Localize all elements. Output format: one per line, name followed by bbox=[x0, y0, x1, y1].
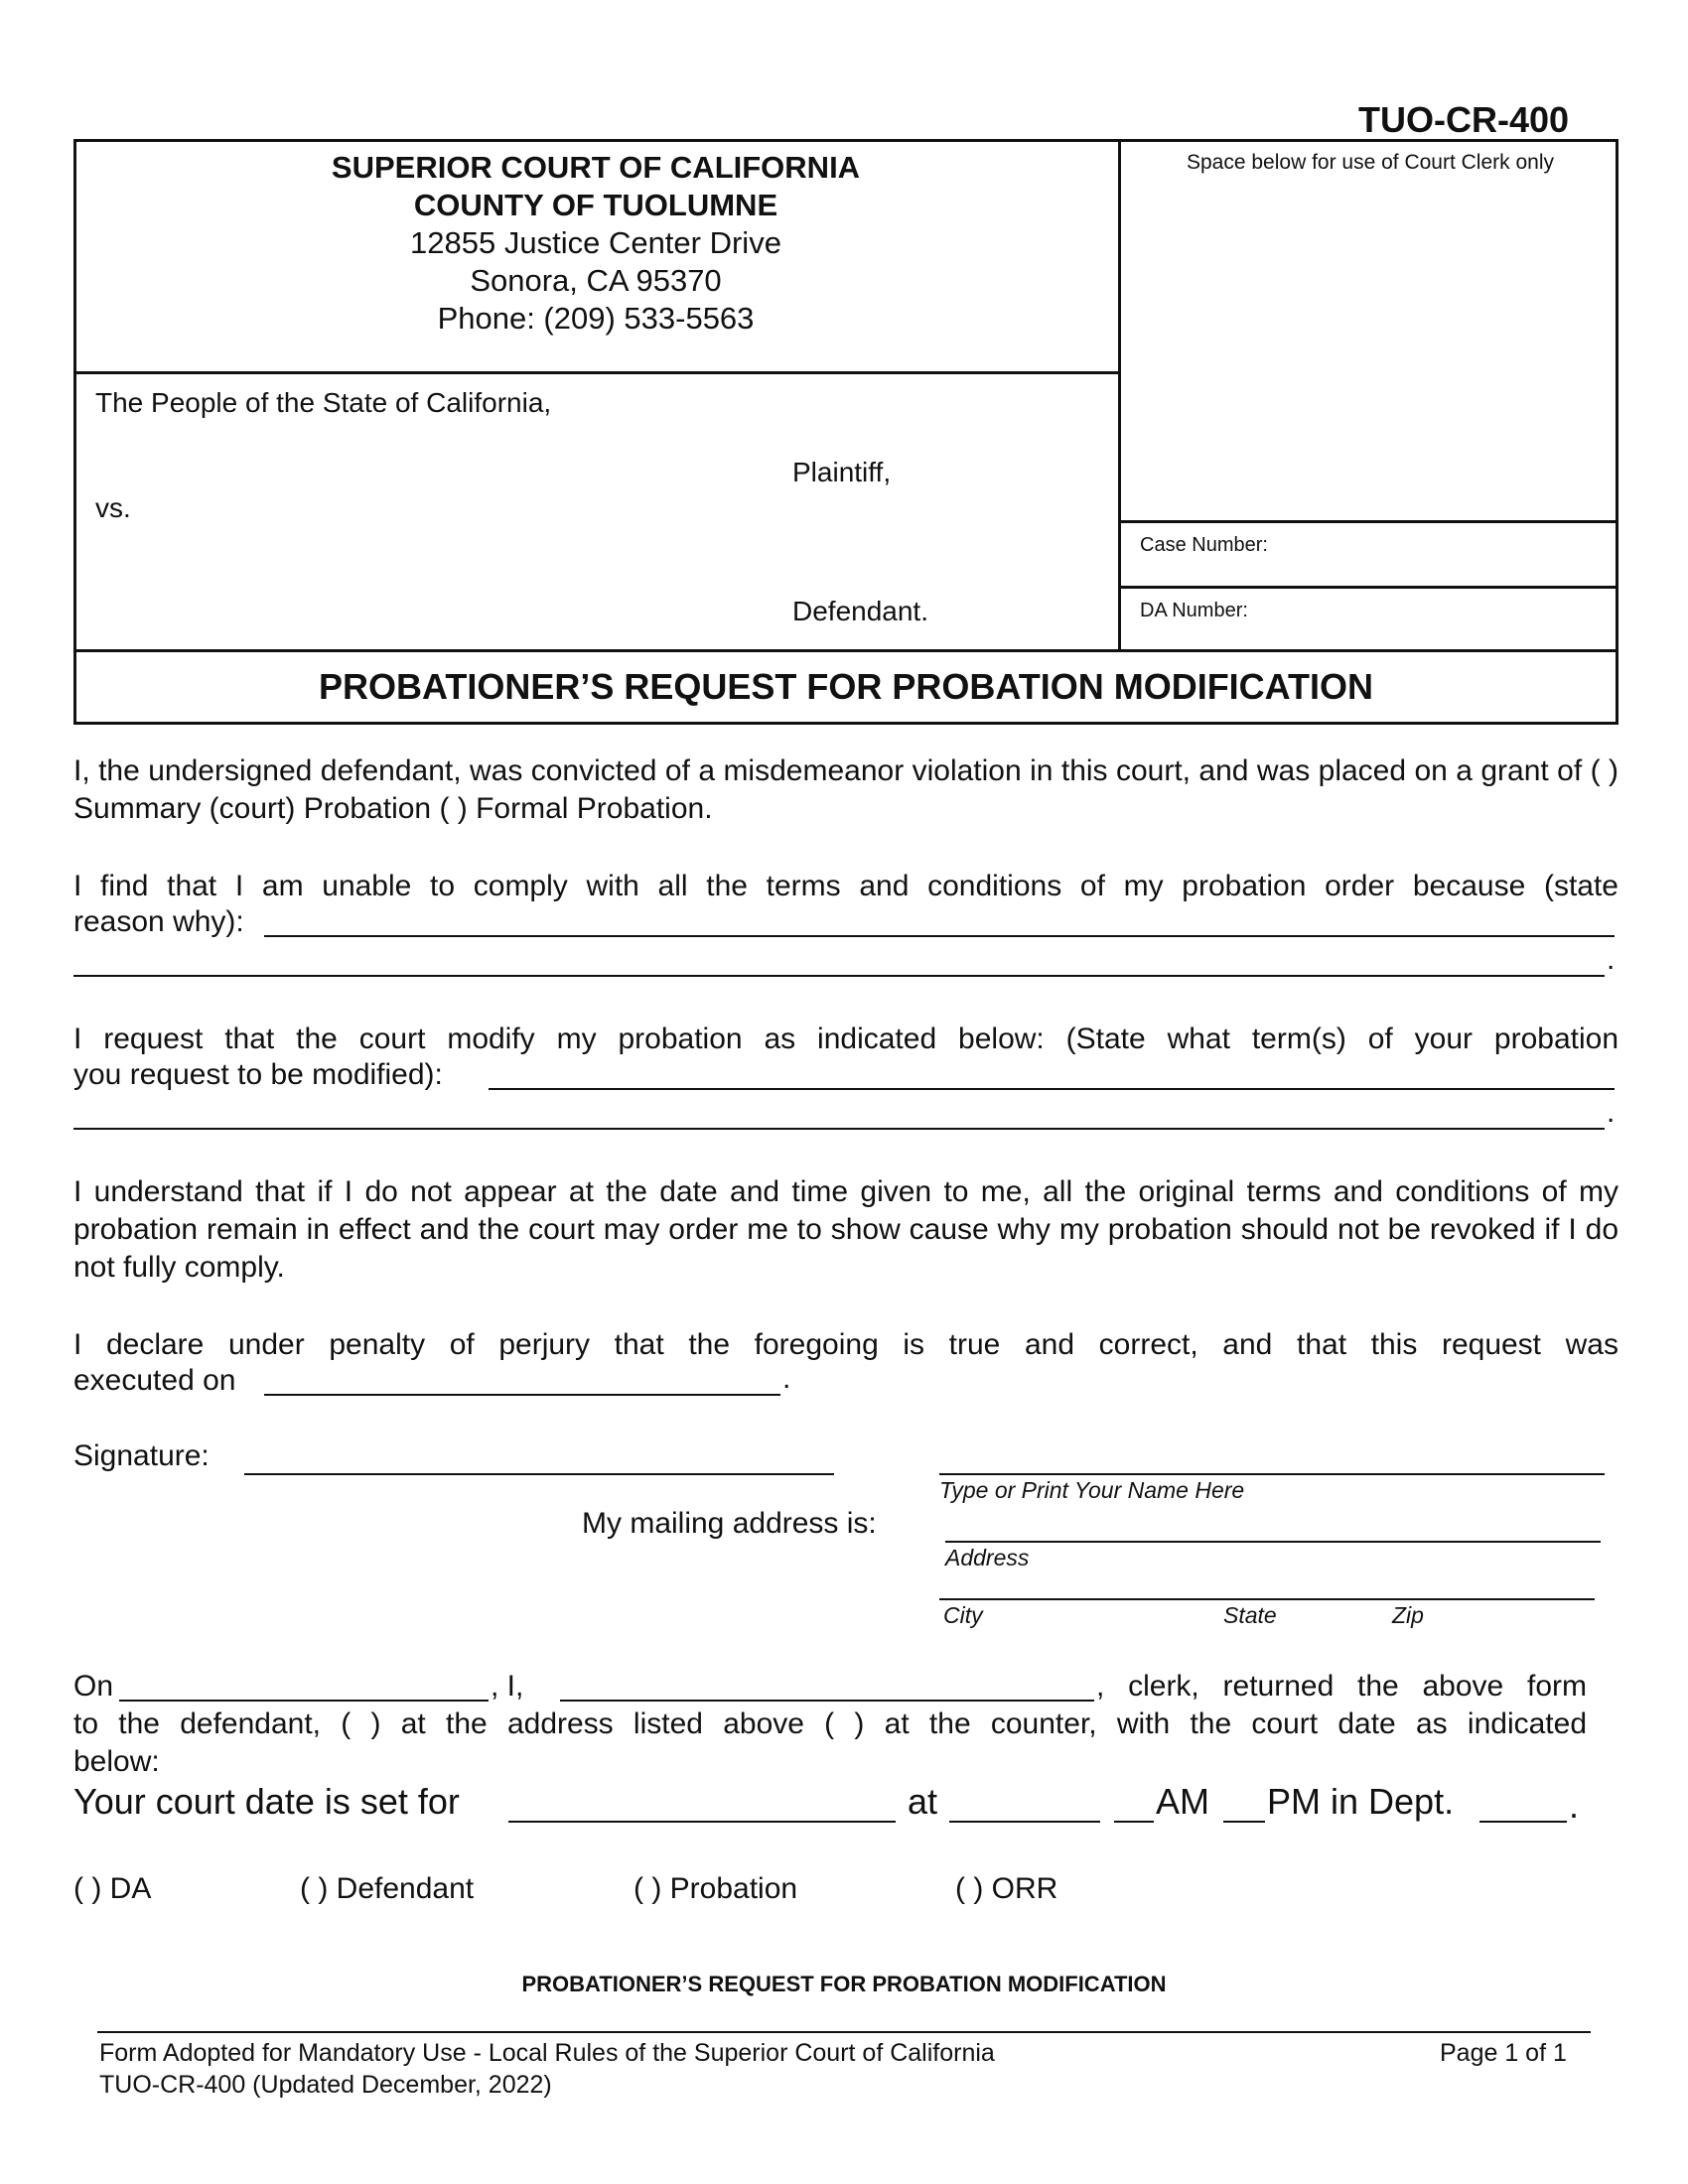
reason-label: reason why): bbox=[73, 905, 244, 938]
dept-field[interactable] bbox=[1479, 1821, 1567, 1823]
address-hint: Address bbox=[945, 1545, 1030, 1570]
printed-name-field[interactable] bbox=[939, 1473, 1605, 1475]
clerk-area-divider bbox=[1118, 520, 1618, 523]
am-label: AM bbox=[1156, 1781, 1209, 1822]
footer-divider bbox=[97, 2031, 1591, 2033]
form-id: TUO-CR-400 bbox=[1358, 99, 1570, 140]
pm-dept-label: PM in Dept. bbox=[1267, 1781, 1455, 1822]
defendant-label: Defendant. bbox=[792, 596, 928, 626]
executed-on-label: executed on bbox=[73, 1364, 236, 1397]
state-hint: State bbox=[1223, 1602, 1277, 1628]
conviction-statement: I, the undersigned defendant, was convicted of a misdemeanor violation in this court, and was placed on a grant of ( ) Summary (court) Probation ( ) Formal Probation. bbox=[73, 754, 1618, 825]
zip-hint: Zip bbox=[1392, 1602, 1424, 1628]
case-number-label: Case Number: bbox=[1140, 534, 1268, 556]
court-name-line2: COUNTY OF TUOLUMNE bbox=[413, 188, 778, 222]
declaration-statement: I declare under penalty of perjury that the foregoing is true and correct, and that this request was bbox=[73, 1328, 1618, 1361]
modified-terms-label: you request to be modified): bbox=[73, 1058, 443, 1091]
footer-title: PROBATIONER’S REQUEST FOR PROBATION MODIFICATION bbox=[521, 1972, 1167, 1996]
people-label: The People of the State of California, bbox=[95, 387, 552, 418]
court-address: 12855 Justice Center Drive bbox=[410, 225, 781, 260]
reason-field-line1[interactable] bbox=[264, 935, 1615, 937]
case-number-divider bbox=[1118, 586, 1618, 589]
executed-date-field[interactable] bbox=[264, 1394, 780, 1396]
vs-label: vs. bbox=[95, 492, 131, 523]
dept-period: . bbox=[1569, 1785, 1580, 1826]
form-title: PROBATIONER’S REQUEST FOR PROBATION MODIFICATION bbox=[319, 666, 1373, 707]
understanding-statement: I understand that if I do not appear at the date and time given to me, all the original terms and conditions of my probation remain in effect and the court may order me to show cause why my probation should not be revoked if I do not fully comply. bbox=[73, 1175, 1618, 1284]
city-state-zip-field[interactable] bbox=[939, 1598, 1595, 1600]
distribution-defendant[interactable]: ( ) Defendant bbox=[300, 1872, 475, 1905]
footer-adopted: Form Adopted for Mandatory Use - Local Rules of the Superior Court of California bbox=[99, 2039, 995, 2067]
distribution-da[interactable]: ( ) DA bbox=[73, 1872, 152, 1905]
signature-field[interactable] bbox=[244, 1473, 834, 1475]
signature-label: Signature: bbox=[73, 1439, 210, 1472]
court-header bbox=[73, 139, 1118, 373]
return-date-field[interactable] bbox=[119, 1700, 489, 1702]
plaintiff-label: Plaintiff, bbox=[792, 457, 892, 487]
unable-to-comply-statement: I find that I am unable to comply with all the terms and conditions of my probation order because (state bbox=[73, 870, 1618, 902]
court-date-field[interactable] bbox=[508, 1821, 896, 1823]
return-method-line: to the defendant, ( ) at the address listed above ( ) at the counter, with the court date as indicated bbox=[73, 1707, 1587, 1740]
modified-terms-field-line2[interactable] bbox=[73, 1128, 1605, 1130]
clerk-returned-label: , clerk, returned the above form bbox=[1096, 1670, 1587, 1703]
distribution-probation[interactable]: ( ) Probation bbox=[633, 1872, 798, 1905]
city-hint: City bbox=[943, 1602, 983, 1628]
below-label: below: bbox=[73, 1745, 160, 1778]
executed-period: . bbox=[782, 1362, 791, 1395]
caption-divider bbox=[1118, 139, 1121, 651]
modification-request-statement: I request that the court modify my probation as indicated below: (State what term(s) of your probation bbox=[73, 1023, 1618, 1055]
clerk-name-field[interactable] bbox=[560, 1700, 1094, 1702]
on-label: On bbox=[73, 1670, 114, 1703]
court-name-line1: SUPERIOR COURT OF CALIFORNIA bbox=[331, 150, 861, 185]
pm-checkbox-line[interactable] bbox=[1223, 1821, 1265, 1823]
da-number-label: DA Number: bbox=[1140, 600, 1248, 621]
court-city: Sonora, CA 95370 bbox=[470, 263, 722, 298]
reason-period: . bbox=[1607, 943, 1616, 976]
i-label: , I, bbox=[491, 1670, 524, 1703]
modified-terms-field-line1[interactable] bbox=[489, 1088, 1615, 1090]
page-number: Page 1 of 1 bbox=[1440, 2039, 1567, 2067]
modified-terms-period: . bbox=[1607, 1096, 1616, 1129]
footer-updated: TUO-CR-400 (Updated December, 2022) bbox=[99, 2071, 552, 2099]
court-phone: Phone: (209) 533-5563 bbox=[437, 301, 755, 336]
am-checkbox-line[interactable] bbox=[1114, 1821, 1154, 1823]
clerk-note: Space below for use of Court Clerk only bbox=[1186, 151, 1554, 174]
address-field[interactable] bbox=[945, 1541, 1601, 1543]
printed-name-hint: Type or Print Your Name Here bbox=[939, 1477, 1245, 1503]
reason-field-line2[interactable] bbox=[73, 975, 1605, 977]
court-time-field[interactable] bbox=[949, 1821, 1100, 1823]
court-date-label: Your court date is set for bbox=[73, 1781, 460, 1822]
at-label: at bbox=[908, 1781, 938, 1822]
distribution-orr[interactable]: ( ) ORR bbox=[955, 1872, 1058, 1905]
mailing-address-label: My mailing address is: bbox=[582, 1507, 877, 1540]
